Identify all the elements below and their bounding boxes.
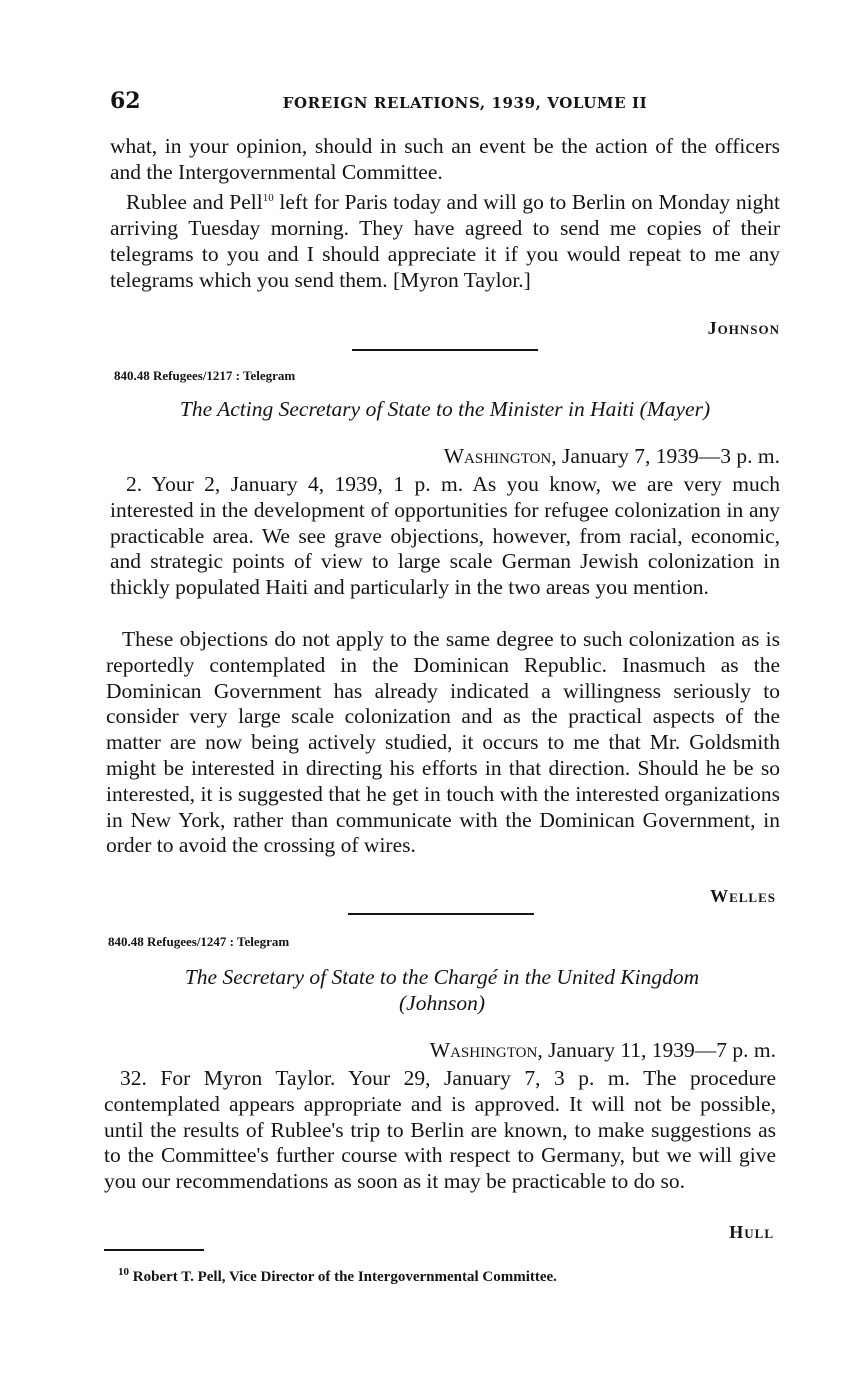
section-divider (352, 349, 538, 351)
signature-welles: Welles (710, 886, 776, 906)
caption-text: The Acting Secretary of State to the Minister in Haiti ( (179, 397, 647, 421)
caption-line-2: (Johnson) (399, 991, 485, 1015)
page-number: 62 (110, 88, 141, 114)
document-caption-haiti (110, 396, 780, 422)
dateline-place: Washington, (429, 1038, 543, 1062)
signature-hull: Hull (729, 1222, 774, 1242)
dateline-date: January 7, 1939—3 p. m. (556, 444, 780, 468)
doc2-paragraph-1: 2. Your 2, January 4, 1939, 1 p. m. As you know, we are very much interested in the development of opportunities for refugee colonization in any practicable area. We see grave objections, however, from racial, economic, and strategic points of view to large scale German Jewish colonization in thickly populated Haiti and particularly in the two areas you mention. (110, 472, 780, 600)
section-divider (348, 913, 534, 915)
document-caption-uk (104, 964, 780, 1016)
caption-line-1: The Secretary of State to the Chargé in the United Kingdom (184, 965, 700, 989)
doc1-paragraph-2 (110, 186, 780, 293)
doc2-paragraph-2: These objections do not apply to the same degree to such colonization as is reportedly contemplated in the Dominican Republic. Inasmuch as the Dominican Government has already indicated a willingness seriously to consider very large scale colonization and as the practical aspects of the matter are now being actively studied, it occurs to me that Mr. Goldsmith might be interested in directing his efforts in that direction. Should he be so interested, it is suggested that he get in touch with the interested organizations in New York, rather than communicate with the Dominican Government, in order to avoid the crossing of wires. (106, 627, 780, 858)
running-head: FOREIGN RELATIONS, 1939, VOLUME II (282, 94, 648, 112)
footnote-reference[interactable]: 10 (262, 192, 274, 204)
footnote-rule (104, 1249, 204, 1251)
dateline-jan-11 (430, 1038, 776, 1063)
dateline-jan-7 (444, 444, 780, 469)
dateline-date: January 11, 1939—7 p. m. (542, 1038, 776, 1062)
file-reference-1247: 840.48 Refugees/1247 : Telegram (108, 934, 290, 949)
page-header (110, 88, 780, 118)
signature-johnson: Johnson (707, 318, 780, 338)
doc1-p2-start: Rublee and Pell (126, 190, 263, 215)
footnote-marker: 10 (118, 1266, 129, 1278)
doc1-p2-rest: left for Paris today and will go to Berlin on Monday night arriving Tuesday morning. They have agreed to send me copies of their telegrams to you and I should appreciate it if you would repeat to me any telegrams which you send them. [Myron Taylor.] (110, 190, 781, 292)
doc3-paragraph-1: 32. For Myron Taylor. Your 29, January 7, 3 p. m. The procedure contemplated appears appropriate and is approved. It will not be possible, until the results of Rublee's trip to Berlin are known, to make suggestions as to the Committee's further course with respect to Germany, but we will give you our recommendations as soon as it may be practicable to do so. (104, 1066, 776, 1194)
file-reference-1217: 840.48 Refugees/1217 : Telegram (114, 368, 296, 383)
doc1-paragraph-1: what, in your opinion, should in such an event be the action of the officers and the Intergovernmental Committee. (110, 134, 780, 184)
caption-close: ) (702, 397, 711, 421)
footnote-text: Robert T. Pell, Vice Director of the Intergovernmental Committee. (129, 1269, 557, 1285)
caption-name: Mayer (646, 397, 703, 421)
footnote (118, 1266, 557, 1286)
dateline-place: Washington, (443, 444, 557, 468)
